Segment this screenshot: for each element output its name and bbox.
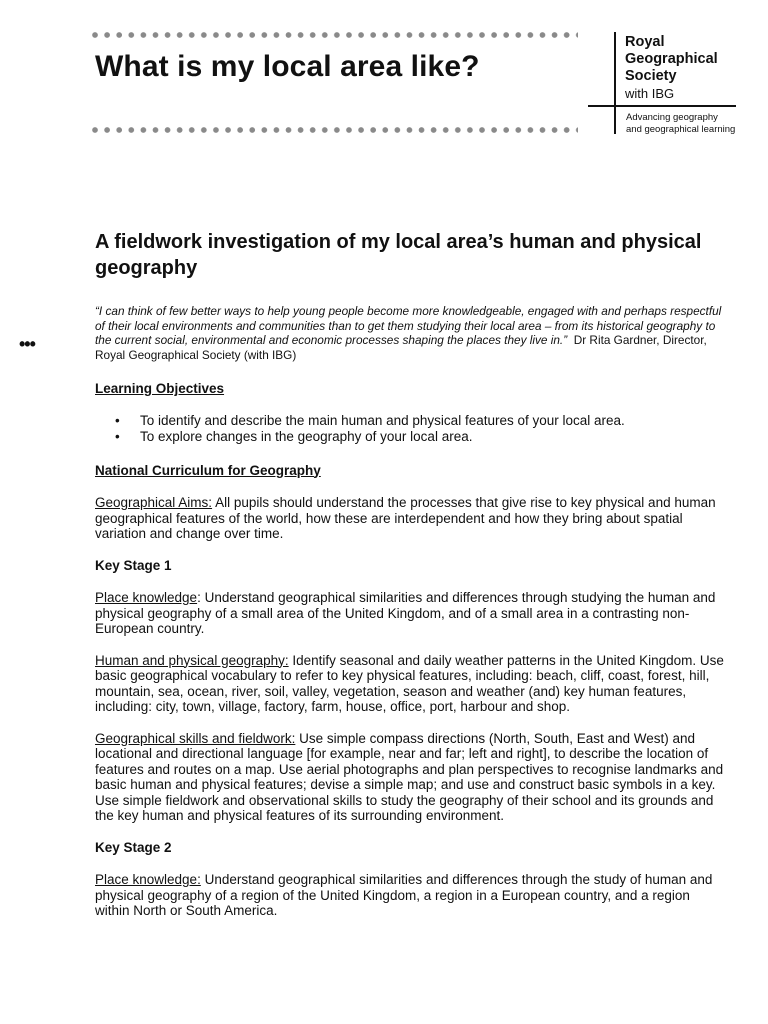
ks1-skills-paragraph [95, 731, 725, 824]
logo-tagline-line2: and geographical learning [626, 124, 736, 135]
logo-line-society: Society [625, 68, 677, 84]
logo-horizontal-rule [588, 105, 736, 107]
objectives-list [95, 413, 725, 445]
aims-label: Geographical Aims: [95, 495, 213, 510]
logo-vertical-rule [614, 32, 616, 134]
logo-tagline-line1: Advancing geography [626, 112, 718, 123]
logo-line-royal: Royal [625, 34, 665, 50]
ks1-place-knowledge-paragraph [95, 590, 725, 637]
aims-text: All pupils should understand the processes that give rise to key physical and human geographical features of the world, how these are interdependent and how they bring about spatial variation and change over time. [95, 495, 716, 541]
curriculum-heading: National Curriculum for Geography [95, 462, 321, 478]
top-dotted-divider [92, 32, 578, 38]
document-subtitle: A fieldwork investigation of my local area’s human and physical geography [95, 231, 702, 279]
quote-paragraph [95, 304, 725, 362]
objective-item: • To identify and describe the main human and physical features of your local area. [95, 413, 725, 429]
side-ellipsis-marker: ••• [19, 334, 35, 354]
quote-attribution: Dr Rita Gardner, Director, Royal Geographical Society (with IBG) [95, 333, 707, 362]
rgs-logo [588, 32, 748, 142]
logo-line-geographical: Geographical [625, 51, 718, 67]
ks1-human-physical-paragraph [95, 653, 725, 715]
key-stage-1-heading: Key Stage 1 [95, 557, 172, 573]
ks1-place-label: Place knowledge [95, 590, 198, 605]
ks2-place-knowledge-paragraph [95, 872, 725, 919]
geographical-aims-paragraph [95, 495, 725, 542]
document-body [95, 229, 725, 919]
ks1-skills-label: Geographical skills and fieldwork: [95, 730, 296, 746]
bottom-dotted-divider [92, 127, 578, 133]
key-stage-2-heading: Key Stage 2 [95, 839, 172, 855]
quote-text: “I can think of few better ways to help young people become more knowledgeable, engaged with and perhaps respectful of their local environments and communities than to get them studying their local area – from its historical geography to the current social, environmental and economic processes shaping the places they live in.” [95, 304, 722, 347]
ks1-place-text: : Understand geographical similarities and differences through studying the human and physical geography of a small area of the United Kingdom, and of a small area in a contrasting non-European country. [95, 590, 716, 636]
ks2-place-text: Understand geographical similarities and differences through the study of human and physical geography of a region of the United Kingdom, a region in a European country, and a region within North or South America. [95, 872, 713, 918]
ks1-hp-label: Human and physical geography: [95, 652, 289, 668]
page-title: What is my local area like? [95, 50, 480, 83]
learning-objectives-heading: Learning Objectives [95, 381, 225, 396]
ks2-place-label: Place knowledge: [95, 872, 201, 887]
ks1-skills-text: Use simple compass directions (North, South, East and West) and locational and directional language [for example, near and far; left and right], to describe the location of features and routes on a map. Use aerial photographs and plan perspectives to recognise landmarks and basic human and physical features; devise a simple map; and use and construct basic symbols in a key. Use simple fieldwork and observational skills to study the geography of their school and its grounds and the key human and physical features of its surrounding environment. [95, 730, 724, 823]
ks1-hp-text: Identify seasonal and daily weather patterns in the United Kingdom. Use basic geographical vocabulary to refer to key physical features, including: beach, cliff, coast, forest, hill, mountain, sea, ocean, river, soil, valley, vegetation, season and weather (and) key human features, including: city, town, village, factory, farm, house, office, port, harbour and shop. [95, 652, 724, 714]
logo-name [625, 34, 718, 102]
logo-line-with-ibg: with IBG [625, 86, 675, 101]
objective-item: • To explore changes in the geography of your local area. [95, 429, 725, 445]
logo-tagline [626, 112, 735, 136]
